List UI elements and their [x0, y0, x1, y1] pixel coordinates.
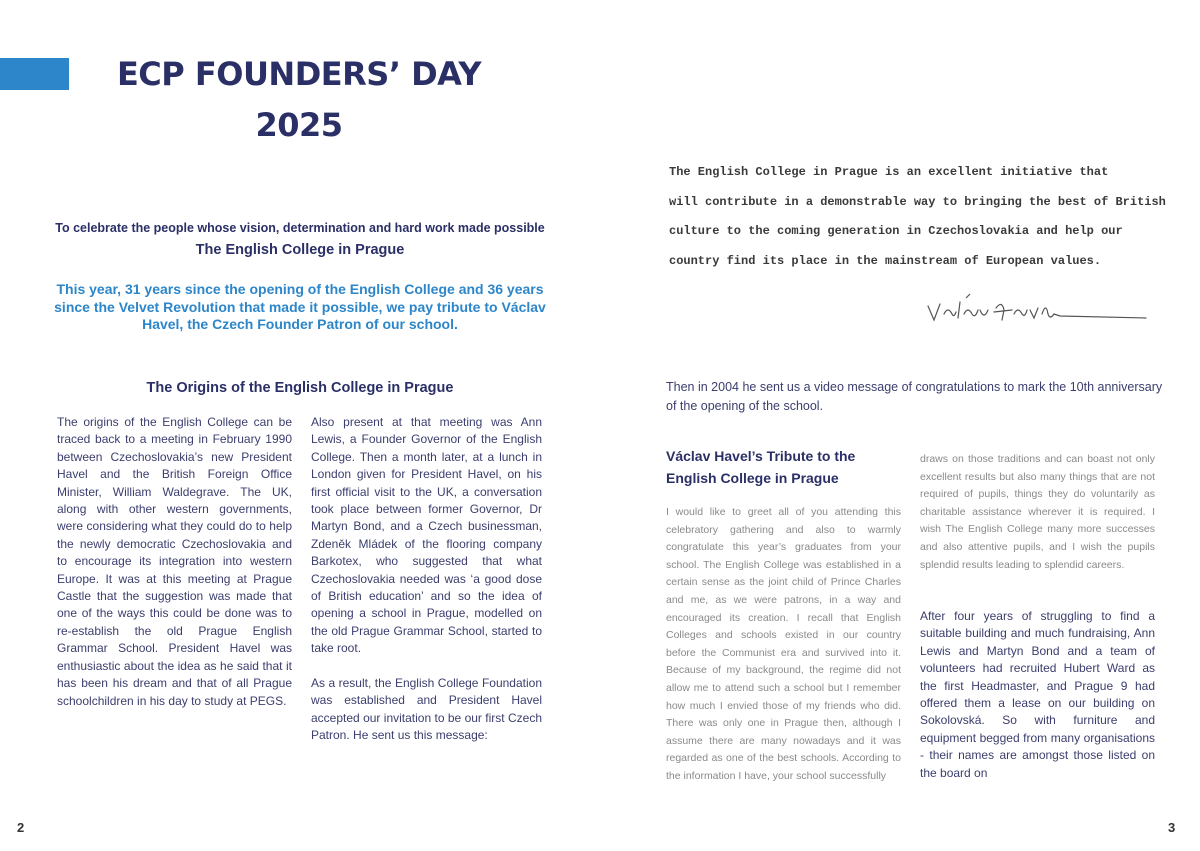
origins-heading: The Origins of the English College in Prague	[146, 380, 454, 396]
origins-paragraph: The origins of the English College can be traced back to a meeting in February 1990 between Czechoslovakia’s new President Havel and the British Foreign Office Minister, William Waldegrave. The UK, along with other western governments, were considering what they could do to help the newly democratic Czechoslovakia and to encourage its integration into western Europe. It was at this meeting at Prague Castle that the suggestion was made that one of the ways this could be done was to re-establish the old Prague English Grammar School. President Havel was enthusiastic about the idea as he said that it has been his dream and that of all Prague schoolchildren in his day to study at PEGS.	[57, 415, 292, 708]
havel-speech-part-1: I would like to greet all of you attending this celebratory gathering and also to warmly congratulate this year’s graduates from your school. The English College was established in a certain sense as the joint child of Prince Charles and me, as we were patrons, in a way and encouraged its creation. I recall that English Colleges and schools existed in our country before the Communist era and survived into it. Because of my background, the regime did not allow me to attend such a school but I remember how much I envied those of my friends who did. There was only one in Prague then, although I assume there are many nowadays and it was regarded as one of the best schools. According to the information I have, your school successfully	[666, 506, 901, 782]
quote-line: The English College in Prague is an excellent initiative that	[669, 165, 1109, 179]
tribute-heading: Václav Havel’s Tribute to the English College in Prague	[666, 448, 856, 486]
havel-letter-quote	[669, 158, 1169, 276]
video-message-paragraph: Then in 2004 he sent us a video message of congratulations to mark the 10th anniversary of the opening of the school.	[666, 380, 1163, 413]
quote-line: culture to the coming generation in Czechoslovakia and help our	[669, 224, 1123, 238]
quote-line: will contribute in a demonstrable way to bringing the best of British	[669, 194, 1166, 209]
havel-speech-part-2: draws on those traditions and can boast not only excellent results but also many things that are not required of pupils, things they do voluntarily as charitable assistance wherever it is required. I wish The English College many more successes and also attentive pupils, and I wish the pupils splendid results leading to splendid careers.	[920, 453, 1155, 571]
page-title: ECP FOUNDERS’ DAY	[116, 55, 482, 93]
college-name: The English College in Prague	[195, 242, 405, 258]
page-number-left: 2	[17, 820, 25, 835]
havel-signature	[920, 284, 1150, 334]
page-title-year: 2025	[255, 106, 343, 144]
origins-column-2	[311, 414, 542, 744]
celebrate-line: To celebrate the people whose vision, determination and hard work made possible	[55, 221, 545, 235]
history-narrative: After four years of struggling to find a suitable building and much fundraising, Ann Lewis and Martyn Bond and a team of volunteers had recruited Hubert Ward as the first Headmaster, and Prague 9 had offered them a lease on our building on Sokolovská. So with furniture and equipment begged from many organisations - their names are amongst those listed on the board on	[920, 609, 1155, 780]
page-number-right: 3	[1168, 820, 1176, 835]
quote-line: country find its place in the mainstream of European values.	[669, 253, 1102, 268]
tribute-statement: This year, 31 years since the opening of the English College and 36 years since the Velvet Revolution that made it possible, we pay tribute to Václav Havel, the Czech Founder Patron of our school.	[54, 281, 546, 332]
origins-paragraph: As a result, the English College Foundation was established and President Havel accepted our invitation to be our first Czech Patron. He sent us this message:	[311, 675, 542, 742]
origins-column-1	[57, 414, 292, 710]
origins-paragraph: Also present at that meeting was Ann Lewis, a Founder Governor of the English College. Then a month later, at a lunch in London given for President Havel, on his first official visit to the UK, a conversation took place between former Governor, Dr Martyn Bond, and a Czech businessman, Zdeněk Mládek of the flooring company Barkotex, who suggested that what Czechoslovakia needed was ‘a good dose of British education’ and so the idea of opening a school in Prague, modelled on the old Prague Grammar School, started to take root.	[311, 415, 542, 656]
accent-bar	[0, 58, 69, 90]
